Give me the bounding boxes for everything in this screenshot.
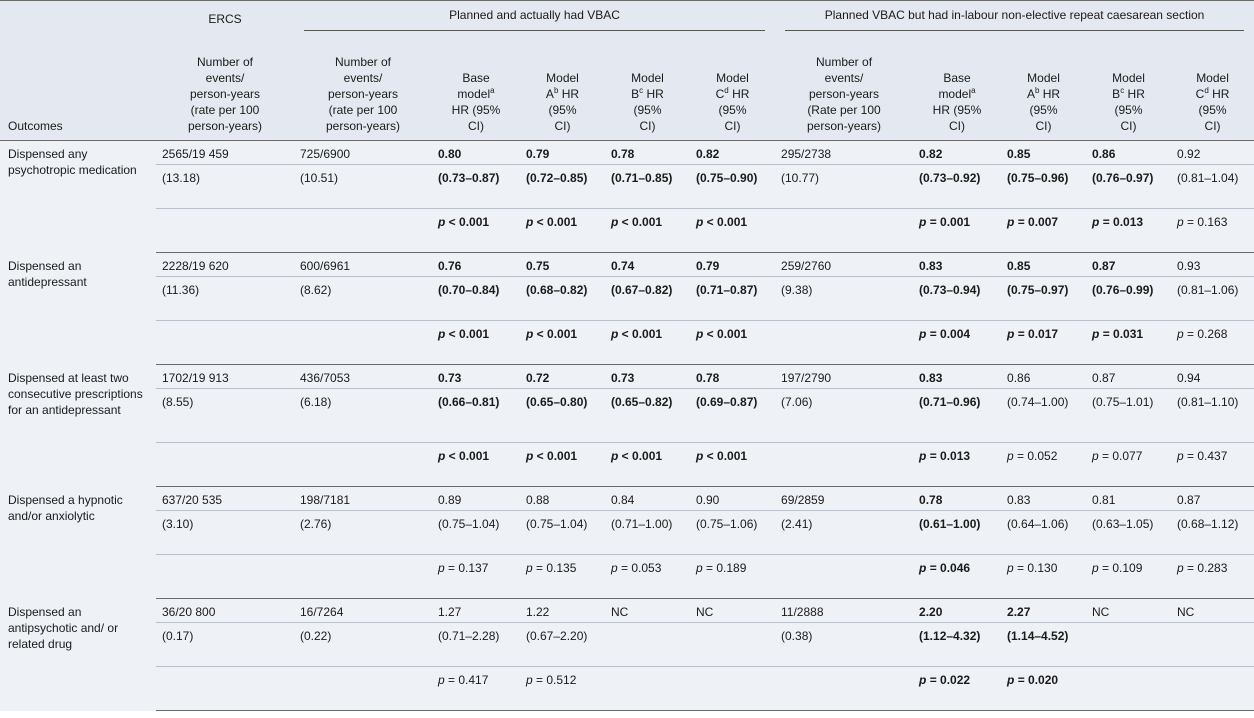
p-value-cell: p = 0.022 — [913, 667, 1001, 711]
ci-cell: (0.74–1.00) — [1001, 389, 1086, 443]
p-value-cell: p < 0.001 — [520, 443, 605, 487]
ci-cell: (0.73–0.87) — [432, 165, 520, 209]
ci-cell: (1.14–4.52) — [1001, 623, 1086, 667]
value-cell: 0.86 — [1086, 141, 1171, 165]
value-cell: NC — [690, 599, 775, 623]
value-cell: NC — [1086, 599, 1171, 623]
p-value-cell: p < 0.001 — [605, 321, 690, 365]
ci-cell: (10.51) — [294, 165, 432, 209]
header-events-vbac: Number of events/ person-years (rate per 100 person-years) — [294, 37, 432, 141]
p-value-cell: p < 0.001 — [605, 209, 690, 253]
value-cell: 0.73 — [605, 365, 690, 389]
ci-cell: (0.70–0.84) — [432, 277, 520, 321]
value-cell: 0.87 — [1086, 253, 1171, 277]
value-cell: 0.79 — [520, 141, 605, 165]
value-cell: 0.81 — [1086, 487, 1171, 511]
p-value-cell: p < 0.001 — [520, 209, 605, 253]
p-value-cell — [775, 555, 913, 599]
p-value-cell: p = 0.001 — [913, 209, 1001, 253]
header-group-vbac-label: Planned and actually had VBAC — [304, 7, 765, 31]
value-cell: 197/2790 — [775, 365, 913, 389]
header-group-caesarean-label: Planned VBAC but had in-labour non-elective repeat caesarean section — [785, 7, 1244, 31]
value-cell: 0.94 — [1171, 365, 1254, 389]
ci-cell — [1171, 623, 1254, 667]
value-cell: 69/2859 — [775, 487, 913, 511]
ci-cell: (0.81–1.04) — [1171, 165, 1254, 209]
value-cell: 0.82 — [690, 141, 775, 165]
table-row — [0, 321, 1254, 365]
p-value-cell: p = 0.268 — [1171, 321, 1254, 365]
table-row — [0, 209, 1254, 253]
ci-cell: (0.38) — [775, 623, 913, 667]
p-value-cell: p = 0.163 — [1171, 209, 1254, 253]
table-row — [0, 141, 1254, 165]
value-cell: 2228/19 620 — [156, 253, 294, 277]
header-model-b-caesarean: Model $B^c$ HR (95% CI) — [1086, 37, 1171, 141]
table-row — [0, 511, 1254, 555]
ci-cell: (0.76–0.99) — [1086, 277, 1171, 321]
value-cell: 600/6961 — [294, 253, 432, 277]
p-value-cell: p = 0.013 — [913, 443, 1001, 487]
header-events-ercs: Number of events/ person-years (rate per 100 person-years) — [156, 37, 294, 141]
p-value-cell: p < 0.001 — [432, 321, 520, 365]
value-cell: 0.87 — [1086, 365, 1171, 389]
value-cell: 0.75 — [520, 253, 605, 277]
header-model-a-vbac: Model $A^b$ HR (95% CI) — [520, 37, 605, 141]
value-cell: 637/20 535 — [156, 487, 294, 511]
p-value-cell — [156, 321, 294, 365]
p-value-cell — [294, 555, 432, 599]
table-row — [0, 165, 1254, 209]
outcome-label: Dispensed at least two consecutive prescriptions for an antidepressant — [0, 365, 156, 487]
ci-cell: (0.64–1.06) — [1001, 511, 1086, 555]
ci-cell: (0.73–0.94) — [913, 277, 1001, 321]
value-cell: 0.83 — [1001, 487, 1086, 511]
value-cell: 1702/19 913 — [156, 365, 294, 389]
p-value-cell: p = 0.512 — [520, 667, 605, 711]
value-cell: 0.87 — [1171, 487, 1254, 511]
ci-cell: (0.75–0.90) — [690, 165, 775, 209]
ci-cell: (0.81–1.06) — [1171, 277, 1254, 321]
p-value-cell — [775, 209, 913, 253]
ci-cell: (0.75–0.96) — [1001, 165, 1086, 209]
ci-cell: (11.36) — [156, 277, 294, 321]
table-body — [0, 141, 1254, 711]
ci-cell: (0.81–1.10) — [1171, 389, 1254, 443]
value-cell: 0.78 — [690, 365, 775, 389]
ci-cell: (0.75–1.06) — [690, 511, 775, 555]
p-value-cell: p = 0.046 — [913, 555, 1001, 599]
p-value-cell — [775, 667, 913, 711]
ci-cell: (0.73–0.92) — [913, 165, 1001, 209]
p-value-cell: p = 0.053 — [605, 555, 690, 599]
header-group-caesarean — [775, 1, 1254, 37]
p-value-cell — [156, 209, 294, 253]
value-cell: 0.85 — [1001, 141, 1086, 165]
value-cell: 0.78 — [913, 487, 1001, 511]
ci-cell: (0.76–0.97) — [1086, 165, 1171, 209]
value-cell: 0.86 — [1001, 365, 1086, 389]
p-value-cell: p = 0.017 — [1001, 321, 1086, 365]
table-row — [0, 667, 1254, 711]
p-value-cell: p = 0.052 — [1001, 443, 1086, 487]
ci-cell: (0.75–0.97) — [1001, 277, 1086, 321]
table-row — [0, 623, 1254, 667]
p-value-cell: p = 0.077 — [1086, 443, 1171, 487]
header-model-a-caesarean: Model $A^b$ HR (95% CI) — [1001, 37, 1086, 141]
header-events-caesarean: Number of events/ person-years (Rate per 100 person-years) — [775, 37, 913, 141]
p-value-cell — [294, 209, 432, 253]
outcome-label: Dispensed a hypnotic and/or anxiolytic — [0, 487, 156, 599]
p-value-cell: p = 0.137 — [432, 555, 520, 599]
ci-cell: (0.71–2.28) — [432, 623, 520, 667]
p-value-cell: p = 0.189 — [690, 555, 775, 599]
ci-cell: (0.65–0.80) — [520, 389, 605, 443]
ci-cell: (2.76) — [294, 511, 432, 555]
outcome-label: Dispensed any psychotropic medication — [0, 141, 156, 253]
ci-cell: (1.12–4.32) — [913, 623, 1001, 667]
ci-cell: (2.41) — [775, 511, 913, 555]
value-cell: 2.20 — [913, 599, 1001, 623]
value-cell: 0.83 — [913, 253, 1001, 277]
table-header — [0, 1, 1254, 141]
ci-cell: (0.68–1.12) — [1171, 511, 1254, 555]
p-value-cell: p = 0.004 — [913, 321, 1001, 365]
ci-cell: (8.62) — [294, 277, 432, 321]
ci-cell: (0.22) — [294, 623, 432, 667]
p-value-cell: p < 0.001 — [690, 209, 775, 253]
ci-cell: (0.71–1.00) — [605, 511, 690, 555]
value-cell: 0.72 — [520, 365, 605, 389]
p-value-cell: p = 0.283 — [1171, 555, 1254, 599]
value-cell: 436/7053 — [294, 365, 432, 389]
table-row — [0, 443, 1254, 487]
p-value-cell: p < 0.001 — [605, 443, 690, 487]
ci-cell: (9.38) — [775, 277, 913, 321]
ci-cell: (0.75–1.04) — [520, 511, 605, 555]
p-value-cell: p = 0.013 — [1086, 209, 1171, 253]
value-cell: 36/20 800 — [156, 599, 294, 623]
ci-cell — [1086, 623, 1171, 667]
ci-cell: (13.18) — [156, 165, 294, 209]
p-value-cell: p = 0.135 — [520, 555, 605, 599]
value-cell: 725/6900 — [294, 141, 432, 165]
value-cell: 0.83 — [913, 365, 1001, 389]
p-value-cell — [294, 443, 432, 487]
p-value-cell: p = 0.109 — [1086, 555, 1171, 599]
p-value-cell: p = 0.031 — [1086, 321, 1171, 365]
value-cell: 295/2738 — [775, 141, 913, 165]
value-cell: 0.84 — [605, 487, 690, 511]
value-cell: 16/7264 — [294, 599, 432, 623]
ci-cell: (6.18) — [294, 389, 432, 443]
ci-cell — [690, 623, 775, 667]
ci-cell: (8.55) — [156, 389, 294, 443]
ci-cell: (0.66–0.81) — [432, 389, 520, 443]
table-row — [0, 487, 1254, 511]
table-row — [0, 277, 1254, 321]
p-value-cell: p < 0.001 — [432, 443, 520, 487]
ci-cell: (0.75–1.01) — [1086, 389, 1171, 443]
value-cell: 0.73 — [432, 365, 520, 389]
header-base-model-caesarean: Base model$^a$ HR (95% CI) — [913, 37, 1001, 141]
ci-cell: (0.75–1.04) — [432, 511, 520, 555]
ci-cell: (0.17) — [156, 623, 294, 667]
header-group-vbac — [294, 1, 775, 37]
p-value-cell — [156, 555, 294, 599]
value-cell: 0.93 — [1171, 253, 1254, 277]
ci-cell: (0.71–0.85) — [605, 165, 690, 209]
outcome-label: Dispensed an antipsychotic and/ or related drug — [0, 599, 156, 711]
value-cell: 1.27 — [432, 599, 520, 623]
ci-cell: (0.67–2.20) — [520, 623, 605, 667]
header-ercs: ERCS — [156, 1, 294, 37]
table-row — [0, 599, 1254, 623]
header-spacer — [0, 1, 156, 37]
p-value-cell — [294, 667, 432, 711]
value-cell: 1.22 — [520, 599, 605, 623]
p-value-cell — [156, 443, 294, 487]
ci-cell: (7.06) — [775, 389, 913, 443]
ci-cell: (0.68–0.82) — [520, 277, 605, 321]
ci-cell: (3.10) — [156, 511, 294, 555]
value-cell: 11/2888 — [775, 599, 913, 623]
p-value-cell — [1086, 667, 1171, 711]
p-value-cell — [294, 321, 432, 365]
value-cell: 198/7181 — [294, 487, 432, 511]
value-cell: 2565/19 459 — [156, 141, 294, 165]
p-value-cell — [1171, 667, 1254, 711]
value-cell: 0.76 — [432, 253, 520, 277]
table-row — [0, 253, 1254, 277]
value-cell: 0.88 — [520, 487, 605, 511]
ci-cell: (0.63–1.05) — [1086, 511, 1171, 555]
value-cell: 0.89 — [432, 487, 520, 511]
header-model-b-vbac: Model $B^c$ HR (95% CI) — [605, 37, 690, 141]
ci-cell: (0.69–0.87) — [690, 389, 775, 443]
p-value-cell: p < 0.001 — [520, 321, 605, 365]
p-value-cell — [775, 443, 913, 487]
value-cell: 0.82 — [913, 141, 1001, 165]
header-model-c-vbac: Model $C^d$ HR (95% CI) — [690, 37, 775, 141]
p-value-cell — [156, 667, 294, 711]
value-cell: 259/2760 — [775, 253, 913, 277]
value-cell: 2.27 — [1001, 599, 1086, 623]
ci-cell: (0.61–1.00) — [913, 511, 1001, 555]
table-row — [0, 555, 1254, 599]
ci-cell: (0.65–0.82) — [605, 389, 690, 443]
p-value-cell: p = 0.020 — [1001, 667, 1086, 711]
table-row — [0, 389, 1254, 443]
value-cell: 0.85 — [1001, 253, 1086, 277]
value-cell: 0.78 — [605, 141, 690, 165]
outcome-label: Dispensed an antidepressant — [0, 253, 156, 365]
value-cell: 0.92 — [1171, 141, 1254, 165]
value-cell: 0.79 — [690, 253, 775, 277]
p-value-cell: p = 0.437 — [1171, 443, 1254, 487]
ci-cell: (10.77) — [775, 165, 913, 209]
value-cell: NC — [1171, 599, 1254, 623]
table-row — [0, 365, 1254, 389]
ci-cell: (0.72–0.85) — [520, 165, 605, 209]
p-value-cell: p < 0.001 — [690, 321, 775, 365]
value-cell: NC — [605, 599, 690, 623]
ci-cell: (0.71–0.96) — [913, 389, 1001, 443]
p-value-cell — [605, 667, 690, 711]
p-value-cell: p = 0.130 — [1001, 555, 1086, 599]
value-cell: 0.80 — [432, 141, 520, 165]
header-model-c-caesarean: Model $C^d$ HR (95% CI) — [1171, 37, 1254, 141]
header-base-model-vbac: Base model$^a$ HR (95% CI) — [432, 37, 520, 141]
value-cell: 0.90 — [690, 487, 775, 511]
p-value-cell: p = 0.417 — [432, 667, 520, 711]
p-value-cell — [775, 321, 913, 365]
value-cell: 0.74 — [605, 253, 690, 277]
ci-cell: (0.67–0.82) — [605, 277, 690, 321]
p-value-cell — [690, 667, 775, 711]
p-value-cell: p = 0.007 — [1001, 209, 1086, 253]
header-outcomes: Outcomes — [0, 37, 156, 141]
p-value-cell: p < 0.001 — [432, 209, 520, 253]
ci-cell — [605, 623, 690, 667]
p-value-cell: p < 0.001 — [690, 443, 775, 487]
ci-cell: (0.71–0.87) — [690, 277, 775, 321]
